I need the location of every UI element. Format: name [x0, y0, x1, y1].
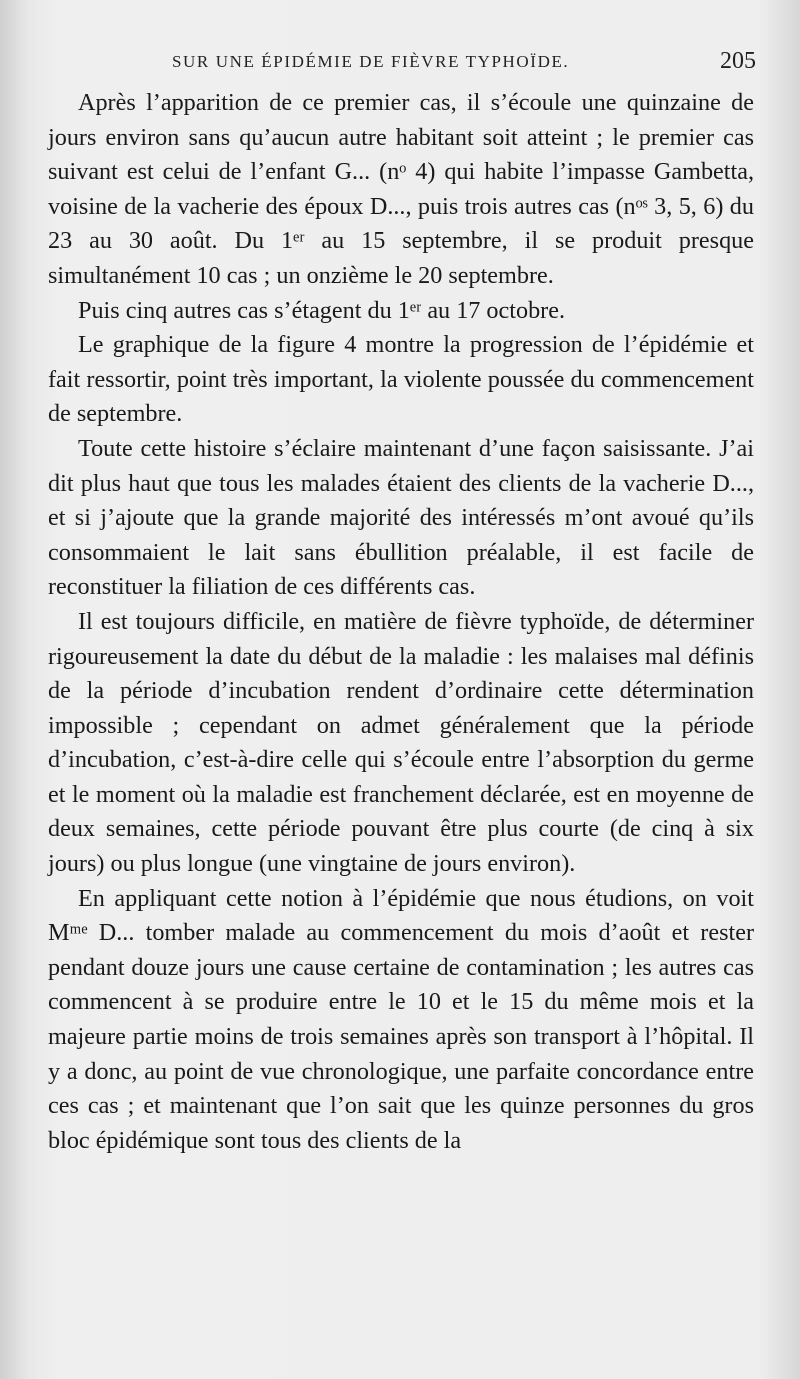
- running-title: SUR UNE ÉPIDÉMIE DE FIÈVRE TYPHOÏDE.: [172, 52, 570, 71]
- paragraph-3: Le graphique de la figure 4 montre la progression de l’épidémie et fait ressortir, point très important, la violente poussée du commencement de septembre.: [48, 331, 754, 428]
- page-header: [48, 48, 756, 74]
- paragraph-2: Puis cinq autres cas s’étagent du 1ᵉʳ au 17 octobre.: [78, 296, 566, 324]
- paragraph-5: Il est toujours difficile, en matière de fièvre typhoïde, de déterminer rigoureusement la date du début de la maladie : les malaises mal définis de la période d’incubation rendent d’ordinaire cette détermination impossible ; cependant on admet généralement que la période d’incubation, c’est-à-dire celle qui s’écoule entre l’absorption du germe et le moment où la maladie est franchement déclarée, est en moyenne de deux semaines, cette période pouvant être plus courte (de cinq à six jours) ou plus longue (une vingtaine de jours environ).: [48, 607, 754, 878]
- paragraph-4: Toute cette histoire s’éclaire maintenant d’une façon saisissante. J’ai dit plus haut que tous les malades étaient des clients de la vacherie D..., et si j’ajoute que la grande majorité des intéressés m’ont avoué qu’ils consommaient le lait sans ébullition préalable, il est facile de reconstituer la filiation de ces différents cas.: [48, 434, 754, 601]
- body-text: [48, 86, 754, 1158]
- paragraph-6: En appliquant cette notion à l’épidémie que nous étudions, on voit Mᵐᵉ D... tomber malade au commencement du mois d’août et rester pendant douze jours une cause certaine de contamination ; les autres cas commencent à se produire entre le 10 et le 15 du même mois et la majeure partie moins de trois semaines après son transport à l’hôpital. Il y a donc, au point de vue chronologique, une parfaite concordance entre ces cas ; et maintenant que l’on sait que les quinze personnes du gros bloc épidémique sont tous des clients de la: [48, 884, 754, 1154]
- paragraph-1: Après l’apparition de ce premier cas, il s’écoule une quinzaine de jours environ sans qu’aucun autre habitant soit atteint ; le premier cas suivant est celui de l’enfant G... (nᵒ 4) qui habite l’impasse Gambetta, voisine de la vacherie des époux D..., puis trois autres cas (nᵒˢ 3, 5, 6) du 23 au 30 août. Du 1ᵉʳ au 15 septembre, il se produit presque simultanément 10 cas ; un onzième le 20 septembre.: [48, 89, 754, 289]
- page-number: 205: [720, 48, 756, 74]
